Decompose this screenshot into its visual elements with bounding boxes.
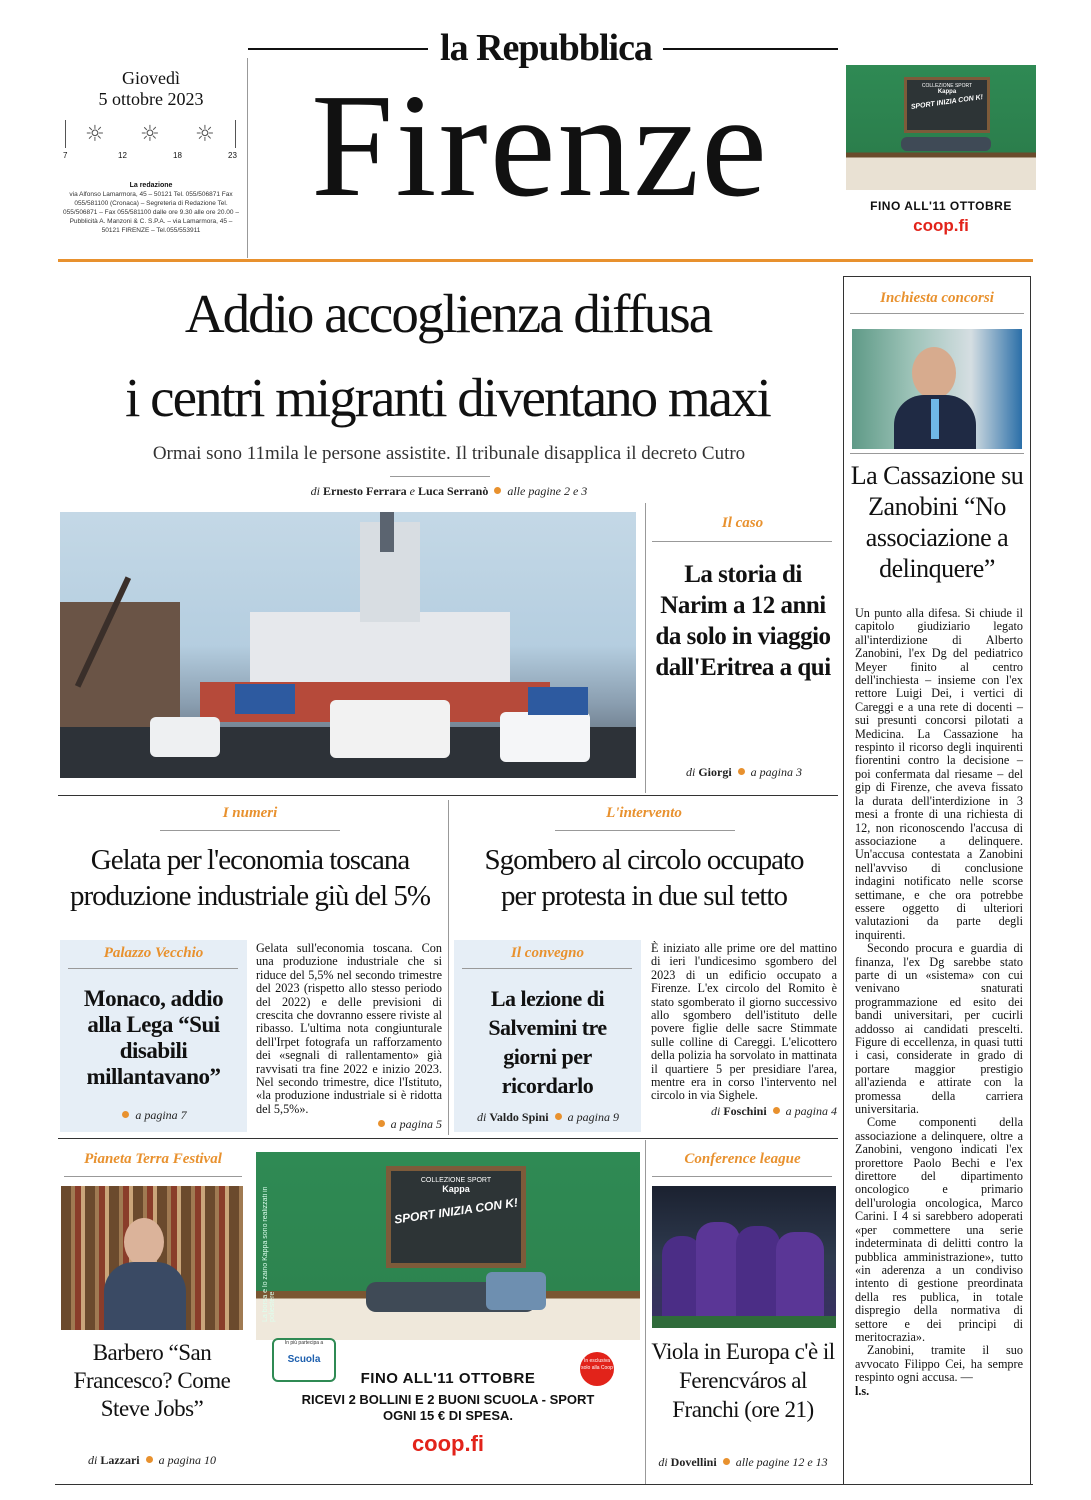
temp-1: 7 <box>63 151 68 160</box>
top-ad-tagline: FINO ALL'11 OTTOBRE <box>870 199 1012 213</box>
conference-kicker: Conference league <box>684 1151 801 1167</box>
pianeta-kicker: Pianeta Terra Festival <box>84 1151 222 1167</box>
bullet-icon <box>738 768 745 775</box>
redazione-text: via Alfonso Lamarmora, 45 – 50121 Tel. 055/506871 Fax 055/581100 (Cronaca) – Segreteria di Redazione Tel. 055/506871 – Fax 055/581100 dalle ore 9.30 alle ore 20.00 – Pubblicità A. Manzoni & C. S.P.A. – via Lamarmora, 45 – 50121 FIRENZE – Tel.055/553911 <box>63 191 239 234</box>
chalkboard: COLLEZIONE SPORT Kappa SPORT INIZIA CON K! <box>904 77 990 133</box>
numeri-article <box>256 942 442 1132</box>
temp-4: 23 <box>228 151 237 160</box>
lead-headline-line2[interactable]: i centri migranti diventano maxi <box>125 367 770 428</box>
masthead-orange-band <box>58 259 1033 262</box>
inchiesta-paragraph-1: Un punto alla difesa. Si chiude il capitolo giudiziario legato all'interdizione di Alberto Zanobini, l'ex Dg del pediatrico Meyer finito al centro dell'inchiesta – insieme con l'ex rettore Luigi Dei, i vertici di Careggi e a una rete di docenti – sui presunti concorsi pilotati a Medicina. La Cassazione ha respinto il ricorso degli inquirenti fiorentini contro la decisione – poi confermata dal riesame – del gip di Firenze, che aveva fissato la durata dell'interdizione in 3 mesi a fronte di una richiesta di 12, non riconoscendo l'accusa di associazione a delinquere. Un'accusa contestata a Zanobini nell'avviso di conclusione indagini notificato nelle scorse settimane, e che ora potrebbe essere oggetto di ulteriori valutazioni da parte degli inquirenti. <box>855 606 1023 942</box>
palazzo-byline <box>68 1108 238 1123</box>
intervento-pages[interactable]: a pagina 4 <box>785 1103 837 1118</box>
numeri-pages[interactable]: a pagina 5 <box>390 1117 442 1132</box>
weather-strip <box>55 118 247 168</box>
masthead-rule-left <box>248 48 428 50</box>
weekday: Giovedì <box>122 68 180 88</box>
inchiesta-article <box>855 607 1023 1398</box>
bottom-coop-ad[interactable] <box>256 1152 640 1468</box>
chalkboard: COLLEZIONE SPORT Kappa SPORT INIZIA CON K! <box>386 1166 526 1268</box>
bullet-icon <box>122 1111 129 1118</box>
bottom-ad-offer-line1: RICEVI 2 BOLLINI E 2 BUONI SCUOLA - SPORT <box>301 1392 595 1407</box>
inchiesta-paragraph-2: Secondo procura e guardia di finanza, l'ex Dg sarebbe stato parte di un «sistema» con cui venivano snaturati programmazione ed esito dei bandi universitari, per cucirli addosso ai candidati prescelti. Figure di eccellenza, in quasi tutti i casi, considerate in grado di portare maggior prestigio all'azienda e attirate con la promessa della carriera universitaria. <box>855 941 1023 1117</box>
lead-subhead: Ormai sono 11mila le persone assistite. Il tribunale disapplica il decreto Cutro <box>152 443 746 464</box>
convegno-kicker: Il convegno <box>511 945 584 961</box>
barbero-photo <box>61 1186 243 1330</box>
inchiesta-paragraph-3: Come componenti della associazione a delinquere, oltre a Zanobini, vengono indicati l'ex prorettore Paolo Bechi e l'ex direttore del dipartimento oncologico e primario dell'urologia oncologica, Marco Carini. I 4 si sarebbero adoperati «per commettere una serie indeterminata di delitti contro la pubblica amministrazione», tutto «in aderenza a un condiviso intento di gestione preordinata della res publica, in totale dispregio della normativa di settore e dei principi di meritocrazia». <box>855 1115 1023 1344</box>
lead-byline: di Ernesto Ferrara e Luca Serranò alle pagine 2 e 3 <box>310 484 588 498</box>
intervento-kicker: L'intervento <box>606 805 682 821</box>
palazzo-kicker: Palazzo Vecchio <box>103 945 204 961</box>
redazione-title: La redazione <box>129 182 173 189</box>
inchiesta-sidebar <box>843 276 1031 1485</box>
edition-title: Firenze <box>311 64 769 228</box>
inchiesta-signature: l.s. <box>855 1383 870 1398</box>
exclusive-sticker: In esclusiva solo alla Coop <box>580 1352 614 1386</box>
intervento-headline-line2[interactable]: per protesta in due sul tetto <box>501 880 787 912</box>
conference-headline[interactable]: Viola in Europa c'è il Ferencváros al Franchi (ore 21) <box>651 1339 835 1422</box>
scuola-badge: In più partecipa a Scuola <box>272 1338 336 1382</box>
temp-2: 12 <box>118 151 127 160</box>
pianeta-author[interactable]: Lazzari <box>100 1453 140 1467</box>
fiorentina-photo <box>652 1186 836 1328</box>
conference-pages[interactable]: alle pagine 12 e 13 <box>735 1455 828 1469</box>
bottom-ad-offer-line2: OGNI 15 € DI SPESA. <box>382 1408 514 1423</box>
caso-headline[interactable]: La storia di Narim a 12 anni da solo in viaggio dall'Eritrea a qui <box>655 561 831 681</box>
inchiesta-paragraph-4: Zanobini, tramite il suo avvocato Filippo Cei, ha sempre respinto ogni accusa. — <box>855 1343 1023 1385</box>
brand-logo[interactable]: la Repubblica <box>440 27 652 69</box>
conference-box <box>645 1140 839 1484</box>
convegno-headline[interactable]: La lezione di Salvemini tre giorni per ricordarlo <box>488 986 607 1098</box>
inchiesta-kicker: Inchiesta concorsi <box>880 290 994 306</box>
palazzo-pages[interactable]: a pagina 7 <box>135 1108 187 1122</box>
top-ad-coop-logo: coop.fi <box>913 216 969 235</box>
palazzo-headline[interactable]: Monaco, addio alla Lega “Sui disabili millantavano” <box>83 986 224 1089</box>
caso-kicker: Il caso <box>721 515 764 531</box>
bottom-ad-image <box>256 1152 640 1340</box>
pianeta-box <box>58 1140 248 1480</box>
numeri-headline-line2[interactable]: produzione industriale giù del 5% <box>69 880 430 912</box>
caso-box <box>645 503 839 793</box>
convegno-author[interactable]: Valdo Spini <box>489 1110 549 1124</box>
intervento-headline-line1[interactable]: Sgombero al circolo occupato <box>484 844 804 876</box>
inchiesta-headline: La Cassazione su Zanobini “No associazione a delinquere” <box>850 461 1024 583</box>
bullet-icon <box>146 1456 153 1463</box>
pianeta-headline[interactable]: Barbero “San Francesco? Come Steve Jobs” <box>73 1340 231 1421</box>
lead-headline-line1[interactable]: Addio accoglienza diffusa <box>184 283 712 344</box>
numeri-headline-line1[interactable]: Gelata per l'economia toscana <box>90 844 410 876</box>
convegno-box <box>454 940 641 1132</box>
bottom-ad-side-text: La borsa e lo zaino Kappa sono realizzati in poliestere <box>262 1186 276 1322</box>
sport-bags <box>901 137 991 151</box>
lead-author-1[interactable]: Ernesto Ferrara <box>323 484 407 498</box>
pianeta-byline: di Lazzari a pagina 10 <box>87 1453 216 1467</box>
convegno-pages[interactable]: a pagina 9 <box>567 1110 619 1124</box>
caso-pages[interactable]: a pagina 3 <box>750 765 802 779</box>
bottom-ad-coop-logo: coop.fi <box>411 1431 485 1456</box>
intervento-body: È iniziato alle prime ore del mattino di ieri l'undicesimo sgombero del 2023 di un edificio occupato a Firenze. L'ex circolo del Romito è stato sgomberato il giorno successivo allo sgombero dell'istituto delle povere figlie delle sacre Stimmate sulle colline di Careggi. L'elicottero della polizia ha sorvolato in mattinata il quartiere 5 per presidiare l'area, mentre era in corso l'intervento nel circolo in via Sighele. <box>651 941 837 1103</box>
lead-photo <box>60 512 636 778</box>
lead-author-2[interactable]: Luca Serranò <box>417 484 489 498</box>
intervento-byline: di Foschini a pagina 4 <box>710 1103 837 1118</box>
ad-image <box>846 65 1036 190</box>
numeri-body: Gelata sull'economia toscana. Con una produzione industriale che si riduce del 5,5% nel secondo trimestre del 2023 (rispetto allo stesso periodo del 2022) e delle previsioni di crescita che dovranno essere riviste al ribasso. L'ultima nota congiunturale dell'Irpet fotografa un rafforzamento dei «segnali di rallentamento» già ravvisati tra fine 2022 e inizio 2023. Nel secondo trimestre, dice l'Istituto, «la produzione industriale si è ridotta del 5,5%». <box>256 941 442 1116</box>
zanobini-photo <box>852 329 1022 449</box>
intervento-article <box>651 942 837 1119</box>
numeri-byline <box>256 1117 442 1132</box>
palazzo-box <box>60 940 247 1132</box>
temp-3: 18 <box>173 151 182 160</box>
bullet-icon <box>773 1107 780 1114</box>
bullet-icon <box>723 1458 730 1465</box>
masthead-info-box <box>55 58 248 258</box>
convegno-byline: di Valdo Spini a pagina 9 <box>477 1110 619 1124</box>
bullet-icon <box>494 487 501 494</box>
bullet-icon <box>378 1120 385 1127</box>
issue-date: 5 ottobre 2023 <box>98 89 204 109</box>
sun-icon: ☼ <box>85 122 105 147</box>
conference-byline: di Dovellini alle pagine 12 e 13 <box>658 1455 828 1469</box>
bullet-icon <box>555 1113 562 1120</box>
caso-byline: di Giorgi a pagina 3 <box>685 765 802 779</box>
lead-pages[interactable]: alle pagine 2 e 3 <box>507 484 588 498</box>
bottom-ad-tagline: FINO ALL'11 OTTOBRE <box>360 1370 536 1387</box>
conference-author[interactable]: Dovellini <box>670 1455 717 1469</box>
numeri-kicker: I numeri <box>222 805 278 821</box>
sun-icon: ☼ <box>140 122 160 147</box>
sun-icon: ☼ <box>195 122 215 147</box>
masthead-rule-right <box>663 48 838 50</box>
intervento-author[interactable]: Foschini <box>723 1103 767 1118</box>
pianeta-pages[interactable]: a pagina 10 <box>158 1453 216 1467</box>
caso-author[interactable]: Giorgi <box>698 765 732 779</box>
top-coop-ad[interactable] <box>846 63 1036 253</box>
